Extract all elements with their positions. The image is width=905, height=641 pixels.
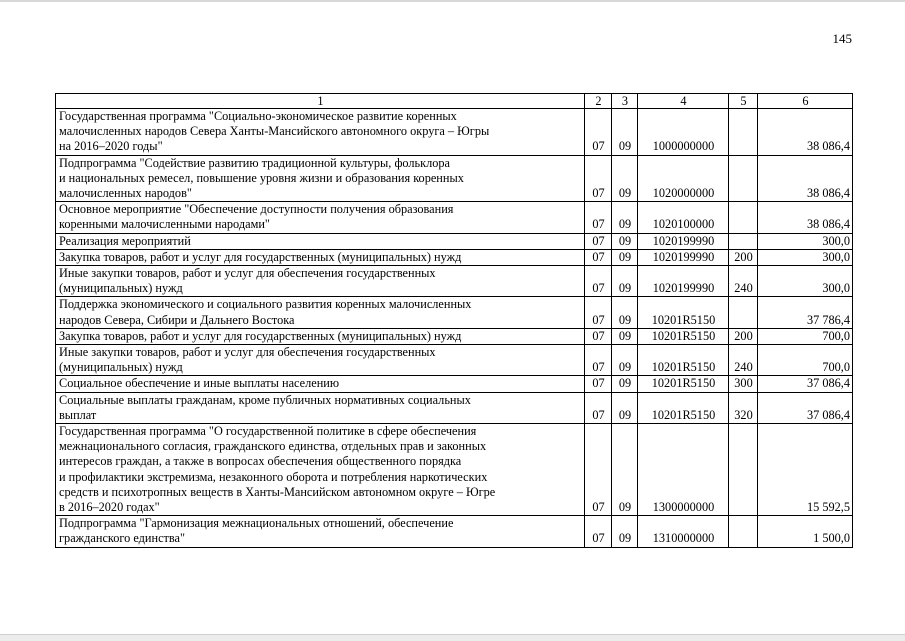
row-subsection: 09 bbox=[612, 109, 638, 156]
row-subsection: 09 bbox=[612, 516, 638, 547]
row-section: 07 bbox=[585, 376, 612, 392]
row-target-code: 1020100000 bbox=[638, 202, 729, 233]
row-expense-type bbox=[729, 202, 758, 233]
header-cell-3: 3 bbox=[612, 94, 638, 109]
row-expense-type: 240 bbox=[729, 266, 758, 297]
row-subsection: 09 bbox=[612, 249, 638, 265]
row-amount: 38 086,4 bbox=[758, 202, 853, 233]
row-target-code: 1020000000 bbox=[638, 155, 729, 202]
row-expense-type bbox=[729, 297, 758, 328]
row-target-code: 1000000000 bbox=[638, 109, 729, 156]
header-cell-1: 1 bbox=[56, 94, 585, 109]
row-section: 07 bbox=[585, 109, 612, 156]
row-target-code: 10201R5150 bbox=[638, 345, 729, 376]
row-expense-type bbox=[729, 424, 758, 516]
row-target-code: 10201R5150 bbox=[638, 376, 729, 392]
table-row bbox=[56, 376, 853, 392]
header-cell-6: 6 bbox=[758, 94, 853, 109]
row-amount: 37 086,4 bbox=[758, 376, 853, 392]
row-name: Государственная программа "Социально-экономическое развитие коренных малочисленных народов Севера Ханты-Мансийского автономного округа – Югры на 2016–2020 годы" bbox=[56, 109, 585, 156]
page-number: 145 bbox=[832, 31, 852, 46]
row-name: Иные закупки товаров, работ и услуг для обеспечения государственных (муниципальных) нужд bbox=[56, 345, 585, 376]
row-subsection: 09 bbox=[612, 392, 638, 423]
table-row bbox=[56, 109, 853, 156]
row-name: Подпрограмма "Гармонизация межнациональных отношений, обеспечение гражданского единства" bbox=[56, 516, 585, 547]
row-target-code: 1020199990 bbox=[638, 249, 729, 265]
header-cell-2: 2 bbox=[585, 94, 612, 109]
row-target-code: 10201R5150 bbox=[638, 297, 729, 328]
row-name: Поддержка экономического и социального развития коренных малочисленных народов Севера, Сибири и Дальнего Востока bbox=[56, 297, 585, 328]
row-name: Основное мероприятие "Обеспечение доступности получения образования коренными малочисленными народами" bbox=[56, 202, 585, 233]
row-name: Социальные выплаты гражданам, кроме публичных нормативных социальных выплат bbox=[56, 392, 585, 423]
header-cell-5: 5 bbox=[729, 94, 758, 109]
row-subsection: 09 bbox=[612, 424, 638, 516]
row-expense-type bbox=[729, 516, 758, 547]
row-section: 07 bbox=[585, 266, 612, 297]
row-amount: 300,0 bbox=[758, 266, 853, 297]
row-subsection: 09 bbox=[612, 297, 638, 328]
row-target-code: 1020199990 bbox=[638, 266, 729, 297]
row-expense-type: 240 bbox=[729, 345, 758, 376]
row-amount: 300,0 bbox=[758, 249, 853, 265]
row-amount: 700,0 bbox=[758, 345, 853, 376]
row-subsection: 09 bbox=[612, 328, 638, 344]
table-row bbox=[56, 249, 853, 265]
table-row bbox=[56, 345, 853, 376]
row-amount: 1 500,0 bbox=[758, 516, 853, 547]
row-subsection: 09 bbox=[612, 376, 638, 392]
scan-top-edge bbox=[0, 0, 905, 2]
row-amount: 700,0 bbox=[758, 328, 853, 344]
row-target-code: 1020199990 bbox=[638, 233, 729, 249]
row-expense-type bbox=[729, 233, 758, 249]
row-name: Иные закупки товаров, работ и услуг для обеспечения государственных (муниципальных) нужд bbox=[56, 266, 585, 297]
table-row bbox=[56, 155, 853, 202]
row-name: Реализация мероприятий bbox=[56, 233, 585, 249]
table-row bbox=[56, 266, 853, 297]
row-name: Государственная программа "О государственной политике в сфере обеспечения межнационального согласия, гражданского единства, отдельных прав и законных интересов граждан, а также в вопросах обеспечения общественного порядка и профилактики экстремизма, незаконного оборота и потребления наркотических средств и психотропных веществ в Ханты-Мансийском автономном округе – Югре в 2016–2020 годах" bbox=[56, 424, 585, 516]
row-amount: 38 086,4 bbox=[758, 155, 853, 202]
row-name: Закупка товаров, работ и услуг для государственных (муниципальных) нужд bbox=[56, 249, 585, 265]
row-target-code: 10201R5150 bbox=[638, 328, 729, 344]
row-target-code: 1310000000 bbox=[638, 516, 729, 547]
row-amount: 38 086,4 bbox=[758, 109, 853, 156]
header-cell-4: 4 bbox=[638, 94, 729, 109]
row-target-code: 10201R5150 bbox=[638, 392, 729, 423]
row-name: Социальное обеспечение и иные выплаты населению bbox=[56, 376, 585, 392]
row-subsection: 09 bbox=[612, 345, 638, 376]
row-amount: 300,0 bbox=[758, 233, 853, 249]
row-section: 07 bbox=[585, 345, 612, 376]
row-subsection: 09 bbox=[612, 155, 638, 202]
row-subsection: 09 bbox=[612, 202, 638, 233]
row-expense-type: 300 bbox=[729, 376, 758, 392]
table-row bbox=[56, 424, 853, 516]
row-subsection: 09 bbox=[612, 233, 638, 249]
row-section: 07 bbox=[585, 392, 612, 423]
row-target-code: 1300000000 bbox=[638, 424, 729, 516]
table-row bbox=[56, 328, 853, 344]
row-expense-type bbox=[729, 155, 758, 202]
row-expense-type: 200 bbox=[729, 249, 758, 265]
row-section: 07 bbox=[585, 516, 612, 547]
row-expense-type bbox=[729, 109, 758, 156]
row-section: 07 bbox=[585, 328, 612, 344]
table-header-row bbox=[56, 94, 853, 109]
row-section: 07 bbox=[585, 249, 612, 265]
row-amount: 37 086,4 bbox=[758, 392, 853, 423]
row-name: Подпрограмма "Содействие развитию традиционной культуры, фольклора и национальных ремесел, повышение уровня жизни и образования коренных малочисленных народов" bbox=[56, 155, 585, 202]
row-expense-type: 200 bbox=[729, 328, 758, 344]
budget-table bbox=[55, 93, 853, 548]
row-section: 07 bbox=[585, 233, 612, 249]
table-row bbox=[56, 516, 853, 547]
table-row bbox=[56, 297, 853, 328]
row-name: Закупка товаров, работ и услуг для государственных (муниципальных) нужд bbox=[56, 328, 585, 344]
row-subsection: 09 bbox=[612, 266, 638, 297]
row-section: 07 bbox=[585, 155, 612, 202]
table-row bbox=[56, 202, 853, 233]
table-row bbox=[56, 392, 853, 423]
row-amount: 15 592,5 bbox=[758, 424, 853, 516]
row-section: 07 bbox=[585, 424, 612, 516]
row-section: 07 bbox=[585, 297, 612, 328]
row-section: 07 bbox=[585, 202, 612, 233]
budget-table-body bbox=[56, 94, 853, 548]
row-expense-type: 320 bbox=[729, 392, 758, 423]
row-amount: 37 786,4 bbox=[758, 297, 853, 328]
table-row bbox=[56, 233, 853, 249]
